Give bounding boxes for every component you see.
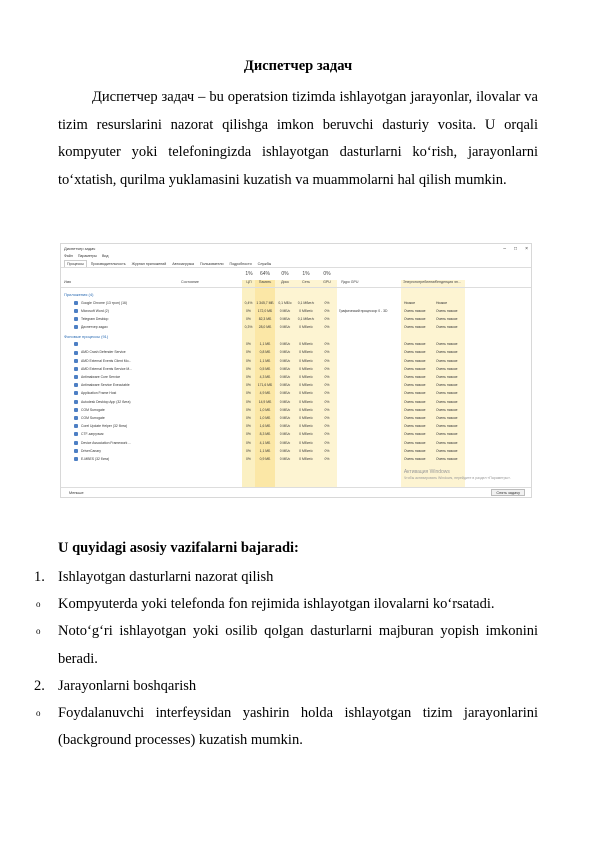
process-name: Google Chrome (13 троп) (16) [81,300,127,305]
process-cpu: 0% [246,375,251,379]
process-row[interactable] [61,349,532,357]
process-gpu: 0% [324,350,330,355]
process-gpu: 0% [324,375,330,379]
process-name: Microsoft Word (2) [81,308,109,313]
process-icon [74,441,78,445]
process-gpu: 0% [324,415,330,420]
process-disk: 0 МБ/с [279,424,291,429]
process-name: AMD External Events Client Mo... [81,358,132,363]
list-item-text: Ishlayotgan dasturlarni nazorat qilish [58,569,274,585]
process-disk: 0 МБ/с [279,399,291,404]
process-row[interactable] [61,382,532,390]
process-disk: 0,1 МБ/с [278,300,292,305]
process-trend: Очень низкое [436,424,458,429]
bullet-item [34,591,538,618]
process-cpu: 0% [246,440,251,445]
process-trend: Очень низкое [436,316,458,321]
process-disk: 0 МБ/с [279,407,291,412]
process-row[interactable] [61,365,532,373]
process-net: 0,1 Мбит/с [297,300,315,305]
process-mem: 14,9 МБ [258,399,272,404]
process-icon [74,301,78,305]
tab[interactable]: Службы [257,262,272,266]
process-gpu: 0% [324,366,330,371]
process-disk: 0 МБ/с [279,456,291,461]
process-name: CTF-загрузчик [81,432,104,437]
process-power: Очень низкое [404,399,426,404]
process-net: 0 Мбит/с [299,448,313,453]
col-mem-pct: 64% [259,271,270,277]
process-trend: Очень низкое [436,440,458,445]
list-marker: o [36,599,41,610]
process-icon [74,351,78,355]
window-controls [503,246,528,252]
menu-item[interactable]: Параметры [77,254,98,258]
process-icon [74,367,78,371]
col-disk-pct: 0% [281,271,289,277]
process-cpu: 0% [246,316,251,321]
process-row[interactable] [61,406,532,414]
process-mem: 4,1 МБ [259,440,271,445]
menu-item[interactable]: Вид [102,254,109,258]
process-name: COM Surrogate [81,407,105,412]
process-mem: 1 345,7 МБ [256,300,274,305]
list-marker: o [36,708,41,719]
process-icon [74,383,78,387]
tab[interactable]: Пользователи [200,262,224,266]
process-gpu: 0% [324,308,330,313]
process-mem: 4,9 МБ [259,391,271,396]
process-gpu: 0% [324,300,330,305]
process-trend: Очень низкое [436,366,458,371]
col-gpu-pct: 0% [323,271,331,277]
process-net: 0 Мбит/с [299,325,313,330]
process-name: Corel Update Helper (32 бита) [81,424,128,429]
process-icon [74,309,78,313]
process-cpu: 0,4% [244,300,253,305]
process-net: 0 Мбит/с [299,399,313,404]
process-power: Очень низкое [404,391,426,396]
process-icon [74,400,78,404]
process-trend: Очень низкое [436,448,458,453]
process-mem: 1,1 МБ [259,448,271,453]
process-net: 0 Мбит/с [299,358,313,363]
process-row[interactable] [61,447,532,455]
process-trend: Очень низкое [436,308,458,313]
process-power: Очень низкое [404,424,426,429]
col-net-pct: 1% [302,271,310,277]
list-marker: 1. [34,569,45,585]
process-icon [74,359,78,363]
tm-footer [61,487,532,497]
end-task-button[interactable]: Снять задачу [491,489,525,496]
numbered-item [34,564,538,591]
process-cpu: 0% [246,383,251,388]
tm-window-title: Диспетчер задач [64,246,96,251]
process-gpu: 0% [324,383,330,388]
process-mem: 1,0 МБ [259,415,271,420]
process-engine: Графический процессор 0 - 3D [339,308,388,313]
col-disk: Диск [281,280,289,284]
process-mem: 4,3 МБ [259,375,271,379]
process-mem: 28,0 МБ [258,325,272,330]
process-mem: 8,3 МБ [259,432,271,437]
process-disk: 0 МБ/с [279,325,291,330]
process-disk: 0 МБ/с [279,316,291,321]
process-name: AMD External Events Service M... [81,366,133,371]
process-row[interactable] [61,357,532,365]
process-gpu: 0% [324,316,330,321]
process-trend: Очень низкое [436,391,458,396]
process-net: 0 Мбит/с [299,342,313,347]
process-disk: 0 МБ/с [279,308,291,313]
process-net: 0 Мбит/с [299,407,313,412]
watermark-title: Активация Windows [403,469,450,475]
process-cpu: 0% [246,366,251,371]
process-net: 0 Мбит/с [299,391,313,396]
process-net: 0 Мбит/с [299,456,313,461]
process-name: Device Association Framework ... [81,440,132,445]
process-row[interactable] [61,341,532,349]
process-cpu: 0% [246,342,251,347]
process-disk: 0 МБ/с [279,440,291,445]
process-gpu: 0% [324,399,330,404]
process-power: Очень низкое [404,407,426,412]
process-cpu: 0% [246,432,251,437]
process-row[interactable] [61,423,532,431]
process-trend: Очень низкое [436,432,458,437]
process-net: 0 Мбит/с [299,415,313,420]
tab[interactable]: Процессы [64,260,87,267]
section-title: U quyidagi asosiy vazifalarni bajaradi: [58,540,299,556]
col-cpu: ЦП [246,280,252,284]
process-power: Очень низкое [404,308,426,313]
col-net: Сеть [302,280,310,284]
process-gpu: 0% [324,440,330,445]
process-cpu: 0% [246,308,251,313]
process-row[interactable] [61,455,532,463]
process-trend: Очень низкое [436,399,458,404]
task-manager-screenshot [60,243,532,498]
process-trend: Очень низкое [436,375,458,379]
process-net: 0 Мбит/с [299,308,313,313]
tm-column-header [61,268,531,288]
process-name: E-MBES (32 бита) [81,456,110,461]
process-row[interactable] [61,398,532,406]
process-disk: 0 МБ/с [279,375,291,379]
process-disk: 0 МБ/с [279,358,291,363]
process-gpu: 0% [324,325,330,330]
process-name: DriverCanary [81,448,101,453]
process-mem: 1,1 МБ [259,342,271,347]
process-cpu: 0% [246,350,251,355]
col-cpu-pct: 1% [245,271,253,277]
process-cpu: 0% [246,399,251,404]
process-cpu: 0% [246,456,251,461]
process-trend: Низкое [436,300,448,305]
activation-watermark [404,469,511,481]
process-disk: 0 МБ/с [279,391,291,396]
process-row[interactable] [61,299,532,307]
process-power: Очень низкое [404,375,426,379]
process-icon [74,432,78,436]
process-icon [74,408,78,412]
process-mem: 0,9 МБ [259,456,271,461]
process-disk: 0 МБ/с [279,350,291,355]
process-power: Очень низкое [404,316,426,321]
process-icon [74,342,78,346]
list-item-text: Jarayonlarni boshqarish [58,677,197,694]
process-gpu: 0% [324,407,330,412]
maximize-icon: □ [514,245,518,252]
process-gpu: 0% [324,456,330,461]
process-net: 0,1 Мбит/с [297,316,315,321]
process-trend: Очень низкое [436,325,458,330]
process-net: 0 Мбит/с [299,440,313,445]
process-power: Низкое [404,300,416,305]
process-power: Очень низкое [404,440,426,445]
process-name: Antimalware Service Executable [81,383,130,388]
list-item-text: Foydalanuvchi interfeysidan yashirin holda ishlayotgan tizim jarayonlarini (background processes) kuzatish mumkin. [58,705,538,749]
process-net: 0 Мбит/с [299,375,313,379]
list-marker: 2. [34,677,45,694]
process-icon [74,391,78,395]
group-background[interactable]: Фоновые процессы (91) [64,333,109,339]
process-power: Очень низкое [404,415,426,420]
intro-paragraph: Диспетчер задач – bu operatsion tizimda ishlayotgan jarayonlar, ilovalar va tizim resurslarini nazorat qilishga imkon beruvchi dasturiy vosita. U orqali kompyuter yoki telefoningizda ishlayotgan dasturlarni ko‘rish, jarayonlarni to‘xtatish, qurilma yuklamasini kuzatish va muammolarni hal qilish mumkin. [58,89,538,188]
process-power: Очень низкое [404,358,426,363]
process-disk: 0 МБ/с [279,383,291,388]
process-row[interactable] [61,315,532,323]
fewer-details-button[interactable]: Меньше [69,490,84,495]
process-trend: Очень низкое [436,350,458,355]
process-cpu: 0,3% [244,325,253,330]
tab[interactable]: Производительность [90,262,126,266]
process-power: Очень низкое [404,383,426,388]
process-name: AMD Crash Defender Service [81,350,126,355]
col-power-trend: Тенденция эн... [435,280,461,284]
col-status: Состояние [181,280,199,284]
process-net: 0 Мбит/с [299,366,313,371]
process-mem: 0,5 МБ [259,366,271,371]
bullet-item [34,700,538,754]
process-cpu: 0% [246,358,251,363]
tab[interactable]: Подробности [229,262,252,266]
menu-item[interactable]: Файл [64,254,73,258]
list-item-text: Noto‘g‘ri ishlayotgan yoki osilib qolgan dasturlarni majburan yopish imkonini beradi. [58,623,538,667]
process-cpu: 0% [246,391,251,396]
col-power: Энергопотребление [403,280,437,284]
process-gpu: 0% [324,432,330,437]
process-power: Очень низкое [404,432,426,437]
process-trend: Очень низкое [436,342,458,347]
process-net: 0 Мбит/с [299,350,313,355]
process-power: Очень низкое [404,366,426,371]
tab[interactable]: Автозагрузка [172,262,195,266]
process-name: Application Frame Host [81,391,117,396]
minimize-icon: – [503,245,507,252]
process-power: Очень низкое [404,456,426,461]
process-cpu: 0% [246,415,251,420]
process-name: COM Surrogate [81,415,105,420]
process-icon [74,375,78,379]
process-row[interactable] [61,374,532,382]
process-gpu: 0% [324,424,330,429]
process-row[interactable] [61,390,532,398]
process-disk: 0 МБ/с [279,432,291,437]
process-icon [74,457,78,461]
process-mem: 1,0 МБ [259,407,271,412]
process-cpu: 0% [246,407,251,412]
bullet-item [34,618,538,672]
process-power: Очень низкое [404,342,426,347]
process-name: Antimalware Core Service [81,375,121,379]
process-row[interactable] [61,414,532,422]
watermark-text: Чтобы активировать Windows, перейдите в раздел «Параметры». [403,476,511,480]
col-gpu-engine: Ядро GPU [341,280,359,284]
process-trend: Очень низкое [436,456,458,461]
process-disk: 0 МБ/с [279,366,291,371]
col-gpu: GPU [323,280,331,284]
process-power: Очень низкое [404,325,426,330]
process-disk: 0 МБ/с [279,415,291,420]
process-row[interactable] [61,307,532,315]
process-mem: 171,6 МБ [257,383,273,388]
group-apps[interactable]: Приложения (4) [64,292,94,297]
process-net: 0 Мбит/с [299,383,313,388]
process-disk: 0 МБ/с [279,342,291,347]
process-icon [74,424,78,428]
process-icon [74,449,78,453]
process-name: Диспетчер задач [81,325,108,330]
process-trend: Очень низкое [436,383,458,388]
process-net: 0 Мбит/с [299,424,313,429]
process-name: Autodesk Desktop App (32 бита) [81,399,131,404]
process-icon [74,317,78,321]
tm-tab-bar [61,259,531,268]
process-mem: 0,8 МБ [259,350,271,355]
list-item-text: Kompyuterda yoki telefonda fon rejimida ishlayotgan ilovalarni ko‘rsatadi. [58,596,495,613]
process-icon [74,325,78,329]
process-mem: 82,3 МБ [258,316,272,321]
list-marker: o [36,626,41,637]
process-trend: Очень низкое [436,415,458,420]
page-title: Диспетчер задач [243,58,353,74]
process-mem: 1,6 МБ [259,424,271,429]
process-power: Очень низкое [404,350,426,355]
process-name: Telegram Desktop [81,316,109,321]
process-icon [74,416,78,420]
process-disk: 0 МБ/с [279,448,291,453]
close-icon: × [525,245,528,252]
process-row[interactable] [61,324,532,332]
tm-titlebar [61,244,531,253]
process-net: 0 Мбит/с [299,432,313,437]
task-list [34,564,538,754]
process-row[interactable] [61,439,532,447]
tab[interactable]: Журнал приложений [131,262,167,266]
process-gpu: 0% [324,342,330,347]
process-gpu: 0% [324,391,330,396]
process-cpu: 0% [246,448,251,453]
col-name: Имя [64,280,71,284]
process-row[interactable] [61,431,532,439]
process-mem: 172,0 МБ [257,308,273,313]
process-trend: Очень низкое [436,358,458,363]
process-mem: 1,1 МБ [259,358,271,363]
col-mem: Память [258,280,272,284]
process-trend: Очень низкое [436,407,458,412]
process-gpu: 0% [324,358,330,363]
process-gpu: 0% [324,448,330,453]
numbered-item [34,673,538,700]
process-power: Очень низкое [404,448,426,453]
tm-process-list [61,290,532,464]
process-cpu: 0% [246,424,251,429]
